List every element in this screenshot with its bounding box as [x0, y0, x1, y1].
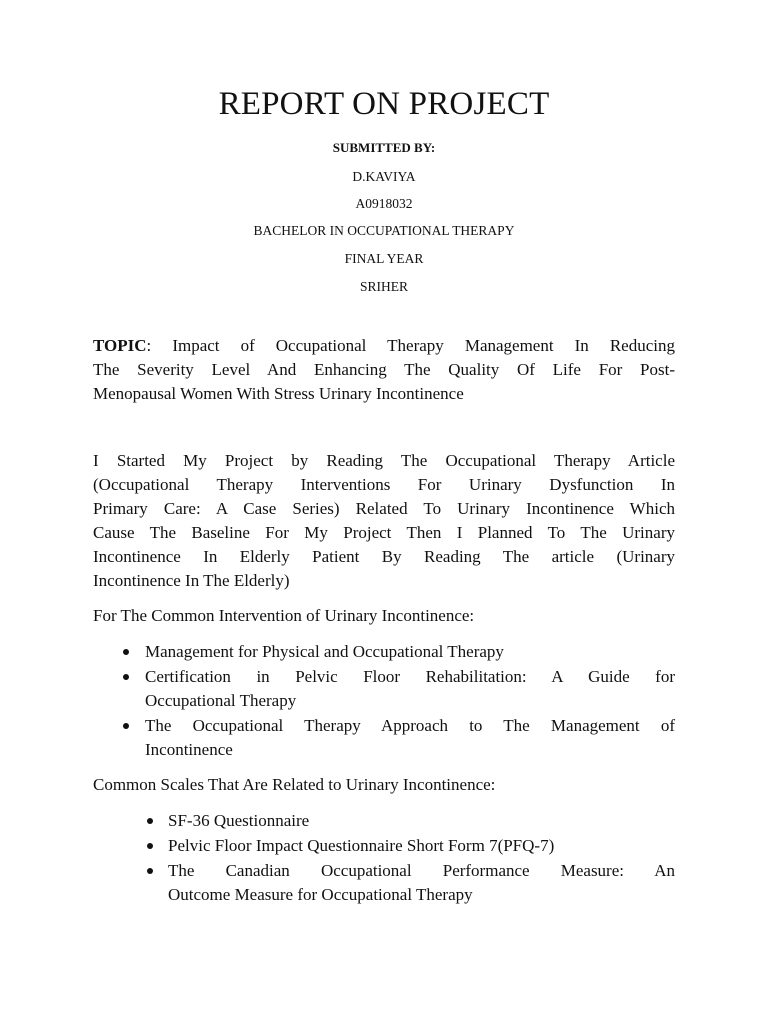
study-year: FINAL YEAR — [344, 251, 424, 266]
list-item-text: Outcome Measure for Occupational Therapy — [168, 885, 473, 904]
list-item — [168, 834, 675, 858]
degree: BACHELOR IN OCCUPATIONAL THERAPY — [253, 223, 515, 238]
report-title: REPORT ON PROJECT — [218, 86, 550, 122]
bullet-icon — [123, 674, 129, 680]
bullet-icon — [123, 649, 129, 655]
list-item-text: The Occupational Therapy Approach to The Management of — [145, 716, 675, 735]
submitted-by-label: SUBMITTED BY: — [332, 140, 436, 155]
list-item — [168, 809, 675, 833]
student-id: A0918032 — [355, 196, 413, 211]
list-item-text: The Canadian Occupational Performance Measure: An — [168, 861, 675, 880]
list-item-text: Incontinence — [145, 740, 233, 759]
intro-paragraph — [93, 449, 675, 593]
intro-line: I Started My Project by Reading The Occupational Therapy Article — [93, 451, 675, 470]
list-item-text: SF-36 Questionnaire — [168, 811, 310, 830]
scales-heading: Common Scales That Are Related to Urinary Incontinence: — [93, 775, 496, 794]
list-item-text: Certification in Pelvic Floor Rehabilitation: A Guide for — [145, 667, 675, 686]
topic-line — [93, 334, 675, 358]
list-item — [168, 859, 675, 907]
list-item-text: Pelvic Floor Impact Questionnaire Short Form 7(PFQ-7) — [168, 836, 555, 855]
scales-list — [168, 809, 675, 908]
intro-line: Primary Care: A Case Series) Related To Urinary Incontinence Which — [93, 499, 675, 518]
intro-line: Incontinence In Elderly Patient By Reading The article (Urinary — [93, 547, 675, 566]
list-item — [145, 714, 675, 762]
list-item — [145, 640, 675, 664]
list-item — [145, 665, 675, 713]
topic-line: The Severity Level And Enhancing The Quality Of Life For Post- — [93, 360, 675, 379]
topic-text: : Impact of Occupational Therapy Management In Reducing — [146, 336, 675, 355]
interventions-heading: For The Common Intervention of Urinary Incontinence: — [93, 606, 475, 625]
intro-line: Incontinence In The Elderly) — [93, 571, 290, 590]
intro-line: Cause The Baseline For My Project Then I Planned To The Urinary — [93, 523, 675, 542]
bullet-icon — [123, 723, 129, 729]
topic-label: TOPIC — [93, 336, 147, 355]
bullet-icon — [147, 868, 153, 874]
topic-line: Menopausal Women With Stress Urinary Incontinence — [93, 384, 464, 403]
topic-paragraph — [93, 334, 675, 406]
student-name: D.KAVIYA — [352, 169, 416, 184]
bullet-icon — [147, 818, 153, 824]
institution: SRIHER — [359, 279, 408, 294]
list-item-text: Management for Physical and Occupational Therapy — [145, 642, 504, 661]
bullet-icon — [147, 843, 153, 849]
list-item-text: Occupational Therapy — [145, 691, 297, 710]
intro-line: (Occupational Therapy Interventions For Urinary Dysfunction In — [93, 475, 675, 494]
interventions-list — [145, 640, 675, 763]
